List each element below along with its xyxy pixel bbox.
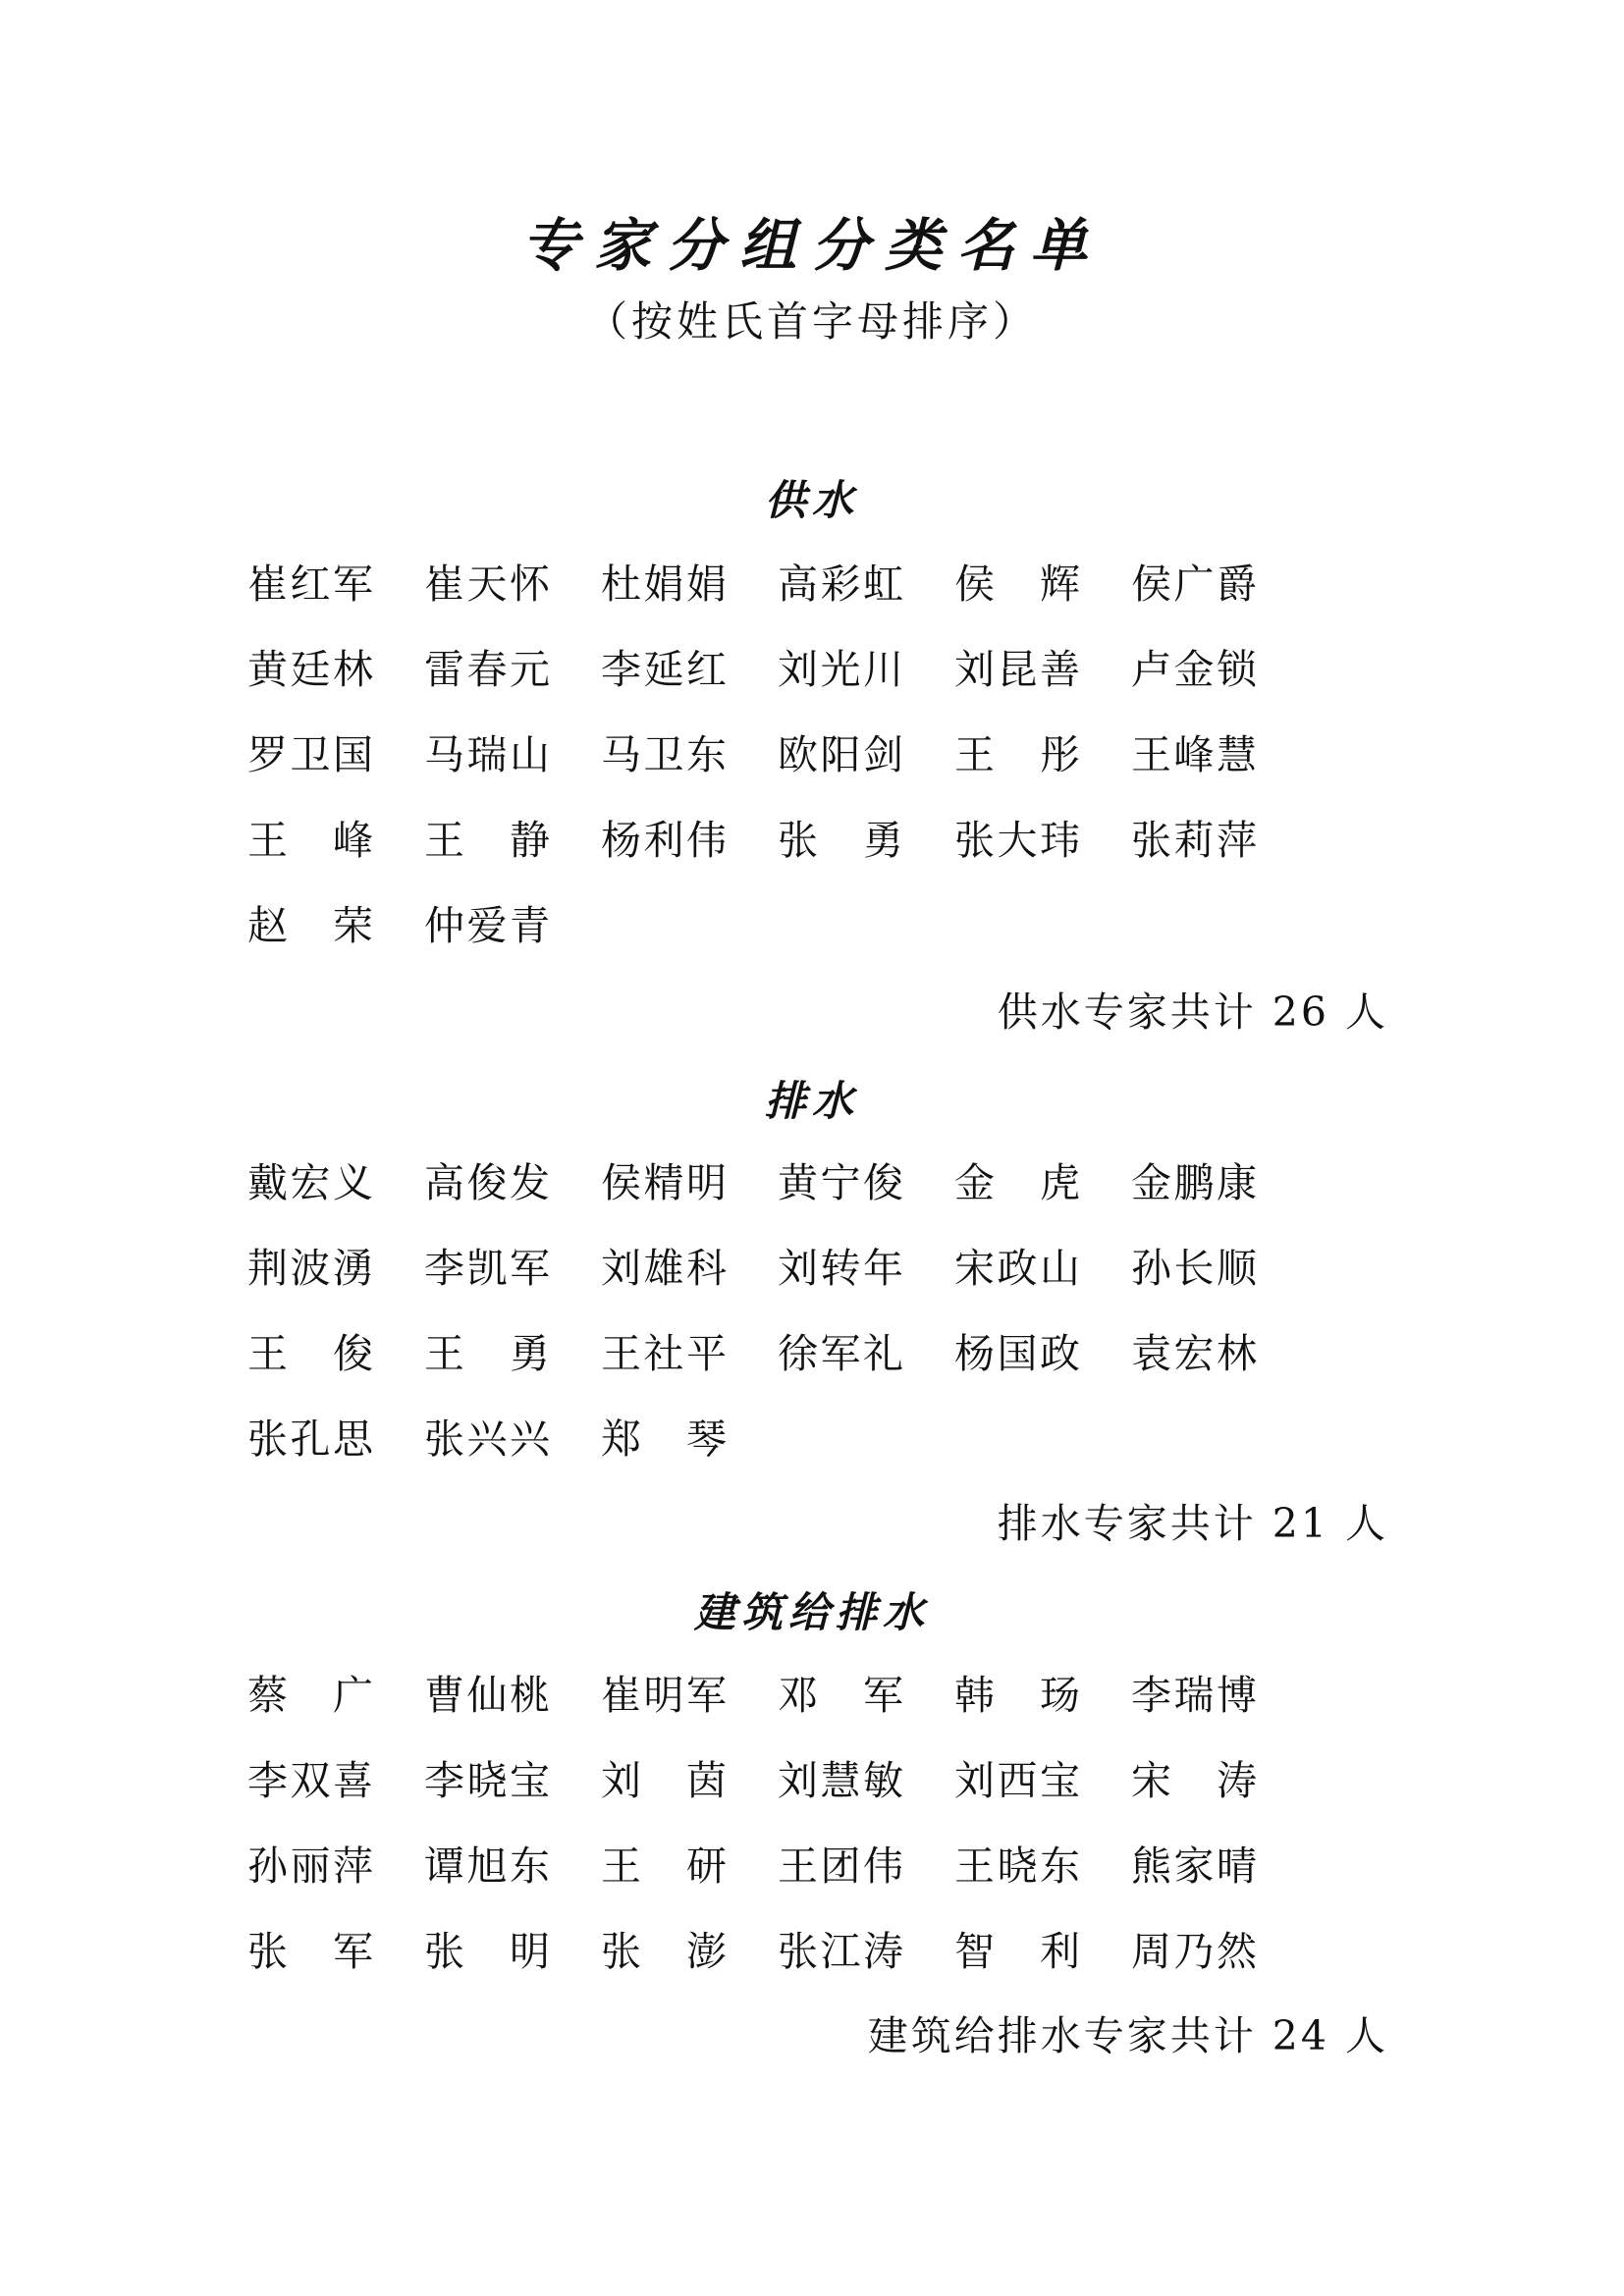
expert-name: 侯 辉 <box>954 561 1080 608</box>
expert-name: 李 双 喜 <box>247 1757 373 1804</box>
expert-name: 熊 家 晴 <box>1131 1842 1257 1890</box>
expert-name: 欧 阳 剑 <box>778 731 903 778</box>
expert-name: 刘 西 宝 <box>954 1757 1080 1804</box>
expert-name: 张 勇 <box>778 817 903 864</box>
expert-name: 戴 宏 义 <box>247 1159 373 1206</box>
section-heading-water-supply: 供水 <box>764 476 859 524</box>
expert-name: 张 大 玮 <box>954 817 1080 864</box>
expert-name: 郑 琴 <box>601 1415 727 1463</box>
expert-name: 崔 天 怀 <box>424 561 550 608</box>
expert-name: 张 江 涛 <box>778 1928 903 1975</box>
expert-name: 孙 长 顺 <box>1131 1245 1257 1292</box>
expert-name: 张 孔 思 <box>247 1415 373 1463</box>
expert-name: 周 乃 然 <box>1131 1928 1257 1975</box>
expert-name: 李 凯 军 <box>424 1245 550 1292</box>
expert-name: 王 晓 东 <box>954 1842 1080 1890</box>
name-grid-drainage <box>247 1153 1367 1495</box>
expert-name: 雷 春 元 <box>424 646 550 693</box>
expert-name: 李 延 红 <box>601 646 727 693</box>
expert-name: 崔 明 军 <box>601 1672 727 1719</box>
expert-name: 王 社 平 <box>601 1330 727 1377</box>
expert-name: 刘 昆 善 <box>954 646 1080 693</box>
section-heading-drainage: 排水 <box>764 1077 859 1125</box>
expert-name: 李 晓 宝 <box>424 1757 550 1804</box>
name-grid-building-water <box>247 1666 1367 2007</box>
section-total-water-supply: 供水专家共计 26 人 <box>997 988 1388 1036</box>
expert-name: 蔡 广 <box>247 1672 373 1719</box>
expert-name: 崔 红 军 <box>247 561 373 608</box>
expert-name: 宋 政 山 <box>954 1245 1080 1292</box>
expert-name: 王 勇 <box>424 1330 550 1377</box>
expert-name: 张 澎 <box>601 1928 727 1975</box>
expert-name: 张 军 <box>247 1928 373 1975</box>
expert-name: 仲 爱 青 <box>424 902 550 949</box>
expert-name: 刘 慧 敏 <box>778 1757 903 1804</box>
expert-name: 侯 广 爵 <box>1131 561 1257 608</box>
expert-name: 荆 波 湧 <box>247 1245 373 1292</box>
expert-name: 高 俊 发 <box>424 1159 550 1206</box>
expert-name: 王 峰 慧 <box>1131 731 1257 778</box>
expert-name: 邓 军 <box>778 1672 903 1719</box>
section-heading-building-water: 建筑给排水 <box>693 1588 930 1636</box>
expert-name: 杜 娟 娟 <box>601 561 727 608</box>
expert-name: 徐 军 礼 <box>778 1330 903 1377</box>
expert-name: 王 团 伟 <box>778 1842 903 1890</box>
expert-name: 黄 宁 俊 <box>778 1159 903 1206</box>
expert-name: 刘 茵 <box>601 1757 727 1804</box>
expert-name: 王 研 <box>601 1842 727 1890</box>
expert-name: 王 静 <box>424 817 550 864</box>
expert-name: 张 兴 兴 <box>424 1415 550 1463</box>
expert-name: 宋 涛 <box>1131 1757 1257 1804</box>
expert-name: 杨 国 政 <box>954 1330 1080 1377</box>
expert-name: 马 卫 东 <box>601 731 727 778</box>
expert-name: 张 明 <box>424 1928 550 1975</box>
expert-name: 孙 丽 萍 <box>247 1842 373 1890</box>
page-title: 专家分组分类名单 <box>520 212 1103 279</box>
expert-name: 曹 仙 桃 <box>424 1672 550 1719</box>
expert-name: 赵 荣 <box>247 902 373 949</box>
expert-name: 刘 光 川 <box>778 646 903 693</box>
expert-name: 黄 廷 林 <box>247 646 373 693</box>
expert-name: 刘 雄 科 <box>601 1245 727 1292</box>
expert-name: 王 俊 <box>247 1330 373 1377</box>
section-total-building-water: 建筑给排水专家共计 24 人 <box>867 2012 1388 2059</box>
expert-name: 卢 金 锁 <box>1131 646 1257 693</box>
expert-name: 袁 宏 林 <box>1131 1330 1257 1377</box>
expert-name: 马 瑞 山 <box>424 731 550 778</box>
expert-name: 金 虎 <box>954 1159 1080 1206</box>
name-grid-water-supply <box>247 555 1367 982</box>
expert-name: 谭 旭 东 <box>424 1842 550 1890</box>
expert-name: 高 彩 虹 <box>778 561 903 608</box>
expert-name: 侯 精 明 <box>601 1159 727 1206</box>
expert-name: 金 鹏 康 <box>1131 1159 1257 1206</box>
expert-name: 罗 卫 国 <box>247 731 373 778</box>
expert-name: 智 利 <box>954 1928 1080 1975</box>
expert-name: 刘 转 年 <box>778 1245 903 1292</box>
expert-name: 李 瑞 博 <box>1131 1672 1257 1719</box>
expert-name: 杨 利 伟 <box>601 817 727 864</box>
expert-name: 张 莉 萍 <box>1131 817 1257 864</box>
expert-name: 王 峰 <box>247 817 373 864</box>
expert-name: 韩 玚 <box>954 1672 1080 1719</box>
page-subtitle: （按姓氏首字母排序） <box>585 297 1038 346</box>
section-total-drainage: 排水专家共计 21 人 <box>997 1500 1388 1547</box>
expert-name: 王 彤 <box>954 731 1080 778</box>
